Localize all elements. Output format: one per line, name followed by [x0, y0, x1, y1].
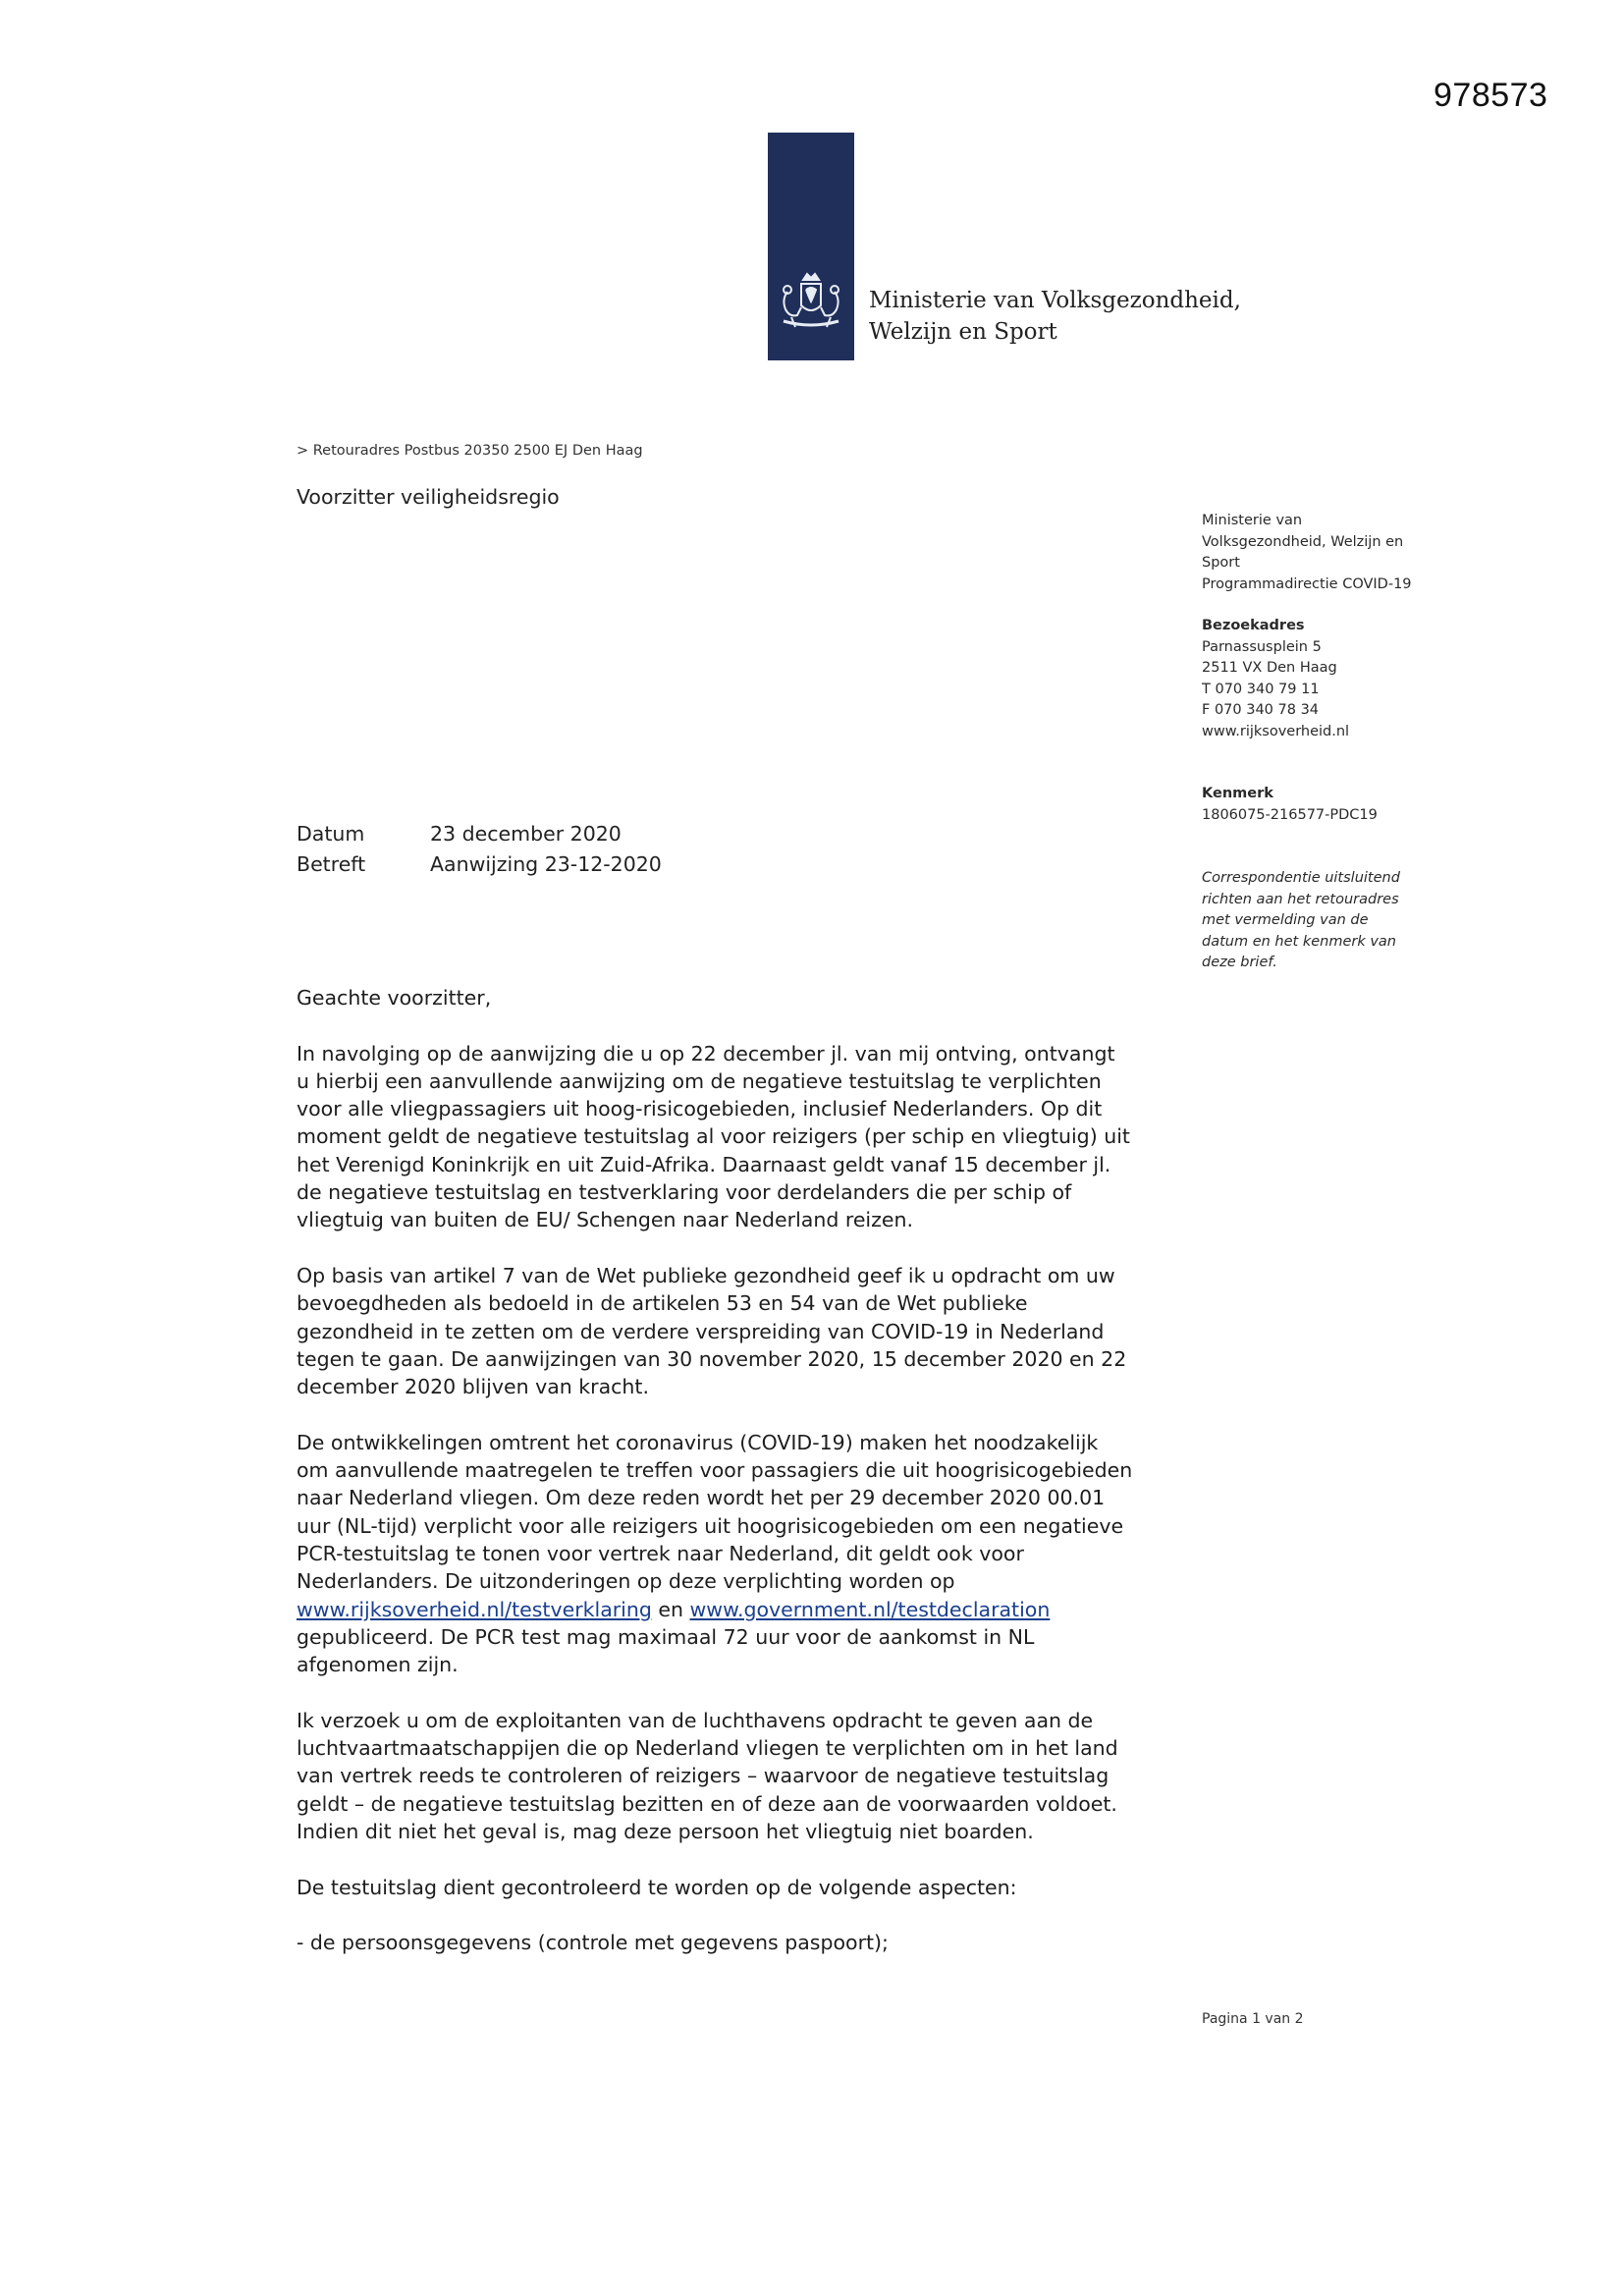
page-number: Pagina 1 van 2 — [1202, 2011, 1304, 2027]
coat-of-arms-icon — [774, 270, 848, 339]
text-line: Nederlanders. De uitzonderingen op deze verplichting worden op — [297, 1569, 955, 1594]
text-line: bevoegdheden als bedoeld in de artikelen 53 en 54 van de Wet publieke — [297, 1291, 1028, 1316]
link-line — [297, 1596, 1180, 1623]
text-line: om aanvullende maatregelen te treffen voor passagiers die uit hoogrisicogebieden — [297, 1458, 1133, 1483]
rijksoverheid-logo-bar — [768, 133, 854, 360]
text-line: Indien dit niet het geval is, mag deze persoon het vliegtuig niet boarden. — [297, 1819, 1034, 1843]
bullet-item: - de persoonsgegevens (controle met gegevens paspoort); — [297, 1931, 889, 1955]
ministry-name — [869, 285, 1241, 348]
text-line: afgenomen zijn. — [297, 1653, 459, 1677]
text-line: december 2020 blijven van kracht. — [297, 1375, 649, 1399]
sender-org-line: Volksgezondheid, Welzijn en — [1202, 533, 1404, 550]
correspondence-note-line: Correspondentie uitsluitend — [1202, 870, 1400, 886]
document-number: 978573 — [1434, 77, 1548, 114]
correspondence-note-line: met vermelding van de — [1202, 912, 1369, 928]
reference-value: 1806075-216577-PDC19 — [1202, 806, 1378, 823]
text-line: naar Nederland vliegen. Om deze reden wordt het per 29 december 2020 00.01 — [297, 1486, 1106, 1510]
text-line: voor alle vliegpassagiers uit hoog-risicogebieden, inclusief Nederlanders. Op dit — [297, 1097, 1103, 1121]
text-line: gepubliceerd. De PCR test mag maximaal 72 uur voor de aankomst in NL — [297, 1624, 1035, 1649]
date-label: Datum — [297, 822, 365, 846]
link-joiner: en — [651, 1597, 690, 1621]
sender-org-line: Sport — [1202, 555, 1240, 571]
visit-address-label: Bezoekadres — [1202, 618, 1305, 633]
visit-address-line: 2511 VX Den Haag — [1202, 660, 1337, 676]
text-line: van vertrek reeds te controleren of reizigers – waarvoor de negatieve testuitslag — [297, 1764, 1110, 1788]
subject-label: Betreft — [297, 852, 366, 876]
text-line: de negatieve testuitslag en testverklaring voor derdelanders die per schip of — [297, 1180, 1072, 1205]
paragraph-1 — [297, 1040, 1180, 1234]
visit-address-line: Parnassusplein 5 — [1202, 638, 1322, 655]
paragraph-2 — [297, 1262, 1180, 1400]
text-line: tegen te gaan. De aanwijzingen van 30 november 2020, 15 december 2020 en 22 — [297, 1346, 1127, 1371]
correspondence-note-line: datum en het kenmerk van — [1202, 933, 1397, 950]
text-line: luchtvaartmaatschappijen die op Nederland vliegen te verplichten om in het land — [297, 1736, 1118, 1761]
text-line: Ik verzoek u om de exploitanten van de luchthavens opdracht te geven aan de — [297, 1708, 1094, 1732]
paragraph-3 — [297, 1429, 1180, 1679]
sender-org-line: Programmadirectie COVID-19 — [1202, 575, 1412, 592]
ministry-name-line1: Ministerie van Volksgezondheid, — [869, 288, 1241, 313]
recipient: Voorzitter veiligheidsregio — [297, 485, 560, 509]
letter-meta — [297, 819, 662, 880]
text-line: u hierbij een aanvullende aanwijzing om de negatieve testuitslag te verplichten — [297, 1068, 1102, 1093]
website: www.rijksoverheid.nl — [1202, 723, 1350, 739]
text-line: PCR-testuitslag te tonen voor vertrek naar Nederland, dit geldt ook voor — [297, 1541, 1024, 1565]
ministry-name-line2: Welzijn en Sport — [869, 319, 1057, 345]
link-testdeclaration[interactable]: www.government.nl/testdeclaration — [689, 1597, 1051, 1621]
subject-value: Aanwijzing 23-12-2020 — [430, 852, 662, 876]
text-line: Op basis van artikel 7 van de Wet publieke gezondheid geef ik u opdracht om uw — [297, 1263, 1115, 1287]
paragraph-5: De testuitslag dient gecontroleerd te worden op de volgende aspecten: — [297, 1875, 1017, 1899]
correspondence-note-line: richten aan het retouradres — [1202, 891, 1399, 907]
date-value: 23 december 2020 — [430, 822, 622, 846]
sender-info-column — [1202, 511, 1457, 974]
text-line: geldt – de negatieve testuitslag bezitten en of deze aan de voorwaarden voldoet. — [297, 1791, 1117, 1816]
sender-org-line: Ministerie van — [1202, 513, 1303, 528]
correspondence-note-line: deze brief. — [1202, 955, 1277, 970]
text-line: het Verenigd Koninkrijk en uit Zuid-Afrika. Daarnaast geldt vanaf 15 december jl. — [297, 1152, 1111, 1176]
paragraph-4 — [297, 1707, 1180, 1845]
text-line: uur (NL-tijd) verplicht voor alle reizigers uit hoogrisicogebieden om een negatieve — [297, 1513, 1124, 1538]
letter-body — [297, 984, 1180, 1956]
text-line: gezondheid in te zetten om de verdere verspreiding van COVID-19 in Nederland — [297, 1319, 1105, 1343]
text-line: moment geldt de negatieve testuitslag al voor reizigers (per schip en vliegtuig) uit — [297, 1124, 1130, 1149]
link-testverklaring[interactable]: www.rijksoverheid.nl/testverklaring — [297, 1597, 652, 1621]
text-line: In navolging op de aanwijzing die u op 22 december jl. van mij ontving, ontvangt — [297, 1041, 1115, 1066]
text-line: vliegtuig van buiten de EU/ Schengen naar Nederland reizen. — [297, 1208, 914, 1232]
reference-label: Kenmerk — [1202, 786, 1273, 801]
fax-number: F 070 340 78 34 — [1202, 702, 1320, 718]
salutation: Geachte voorzitter, — [297, 986, 492, 1010]
text-line: De ontwikkelingen omtrent het coronavirus (COVID-19) maken het noodzakelijk — [297, 1430, 1099, 1454]
return-address: > Retouradres Postbus 20350 2500 EJ Den Haag — [297, 443, 643, 459]
phone-number: T 070 340 79 11 — [1202, 681, 1320, 697]
